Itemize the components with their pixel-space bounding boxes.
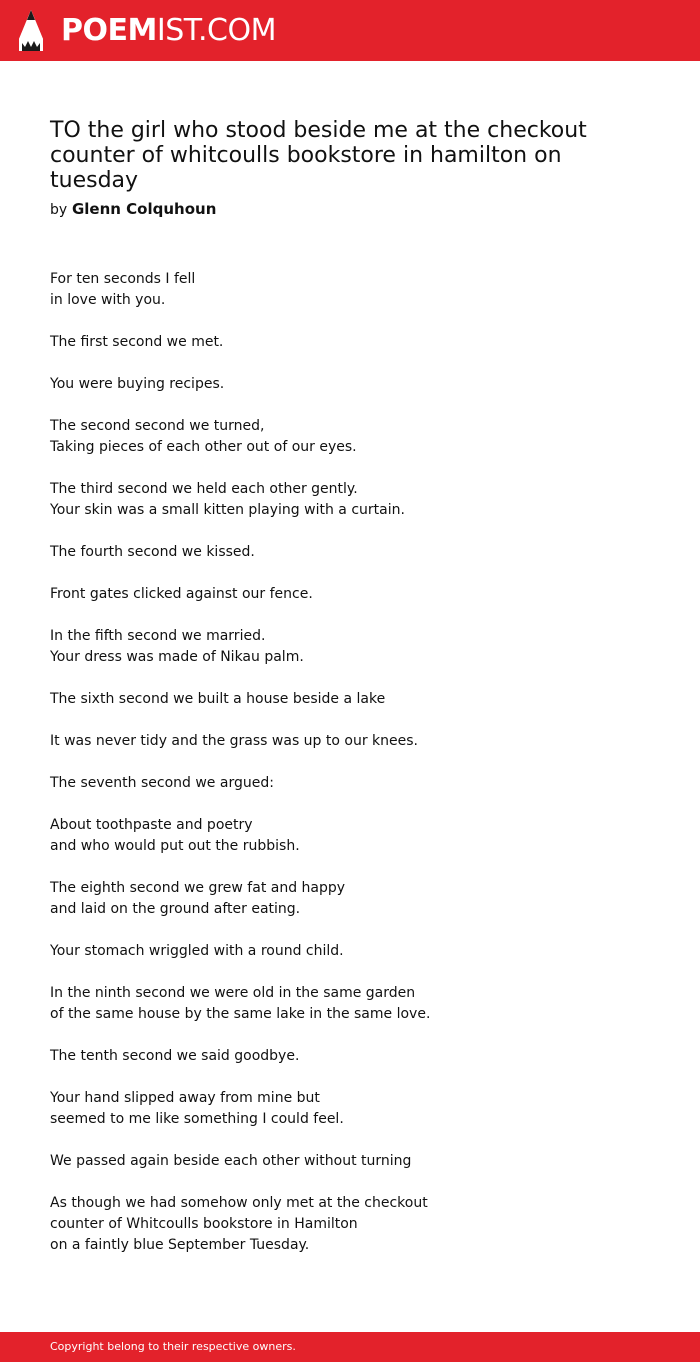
poem-line: Taking pieces of each other out of our eyes. (50, 439, 357, 455)
poem-stanza (50, 1151, 650, 1172)
poem-line: on a faintly blue September Tuesday. (50, 1237, 310, 1253)
poem-title: TO the girl who stood beside me at the checkout counter of whitcoulls bookstore in hamilton on tuesday (50, 118, 587, 193)
poem-line: Your hand slipped away from mine but (50, 1090, 320, 1106)
poem-line: We passed again beside each other without turning (50, 1153, 412, 1169)
author-name: Glenn Colquhoun (71, 200, 217, 218)
poem-line: in love with you. (50, 292, 166, 308)
poem-line: counter of Whitcoulls bookstore in Hamilton (50, 1216, 358, 1232)
poem-line: The third second we held each other gently. (50, 481, 358, 497)
poem-stanza (50, 689, 650, 710)
site-logo-text (61, 9, 276, 53)
poem-line: The eighth second we grew fat and happy (50, 880, 346, 896)
poem-line: It was never tidy and the grass was up to our knees. (50, 733, 418, 749)
poem-line: In the fifth second we married. (50, 628, 266, 644)
poem-line: For ten seconds I fell (50, 271, 196, 287)
poem-line: About toothpaste and poetry (50, 817, 253, 833)
logo-text-bold: POEM (61, 13, 157, 48)
poem-stanza (50, 773, 650, 794)
poem-stanza (50, 479, 650, 521)
poem-stanza (50, 416, 650, 458)
poem-line: Your stomach wriggled with a round child. (50, 943, 344, 959)
poem-stanza (50, 374, 650, 395)
poem-line: The tenth second we said goodbye. (50, 1048, 300, 1064)
poem-line: The sixth second we built a house beside a lake (50, 691, 386, 707)
poem-stanza (50, 584, 650, 605)
site-header (0, 0, 700, 61)
poem-stanza (50, 941, 650, 962)
site-footer (0, 1332, 700, 1362)
poem-line: The fourth second we kissed. (50, 544, 255, 560)
poem-line: As though we had somehow only met at the checkout (50, 1195, 428, 1211)
poem-stanza (50, 731, 650, 752)
poem-stanza (50, 332, 650, 353)
poem-stanza (50, 1088, 650, 1130)
byline (50, 199, 216, 220)
poem-line: seemed to me like something I could feel. (50, 1111, 344, 1127)
logo-text-light: IST.COM (156, 13, 276, 48)
poem-line: and who would put out the rubbish. (50, 838, 300, 854)
poem-stanza (50, 542, 650, 563)
poem-line: The first second we met. (50, 334, 224, 350)
poem-line: In the ninth second we were old in the same garden (50, 985, 416, 1001)
poem-line: of the same house by the same lake in the same love. (50, 1006, 431, 1022)
poem-stanza (50, 815, 650, 857)
copyright-text: Copyright belong to their respective owners. (50, 1340, 296, 1353)
poem-line: Your dress was made of Nikau palm. (50, 649, 304, 665)
poem-body (50, 269, 650, 1277)
poem-stanza (50, 626, 650, 668)
poem-line: and laid on the ground after eating. (50, 901, 301, 917)
poem-line: You were buying recipes. (50, 376, 225, 392)
poem-stanza (50, 878, 650, 920)
poem-line: Front gates clicked against our fence. (50, 586, 313, 602)
site-logo-link[interactable] (18, 9, 276, 53)
byline-label: by (50, 202, 68, 218)
poem-line: The seventh second we argued: (50, 775, 274, 791)
poem-stanza (50, 1046, 650, 1067)
poem-line: The second second we turned, (50, 418, 265, 434)
poem-stanza (50, 983, 650, 1025)
poem-line: Your skin was a small kitten playing with a curtain. (50, 502, 405, 518)
pencil-icon (18, 9, 44, 53)
poem-stanza (50, 1193, 650, 1256)
poem-stanza (50, 269, 650, 311)
